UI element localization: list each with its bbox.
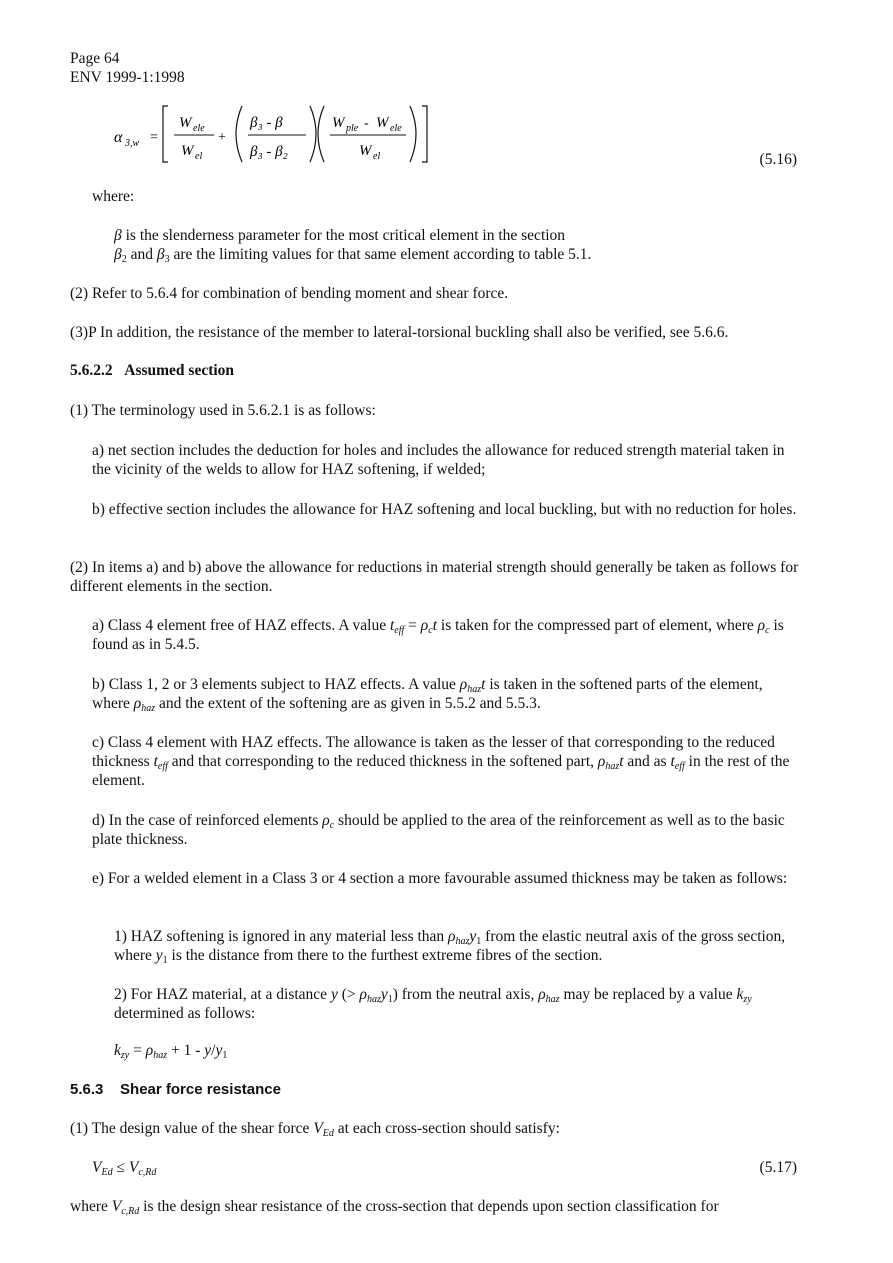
assumed-para-2e: e) For a welded element in a Class 3 or 4 section a more favourable assumed thickness may be taken as follows: <box>92 870 788 887</box>
le-sign: ≤ <box>112 1159 129 1176</box>
where-label: where: <box>92 188 135 205</box>
eq-lhs-sub: 3,w <box>125 138 140 149</box>
text: (1) The design value of the shear force <box>70 1120 314 1137</box>
beta23-definition-text: are the limiting values for that same element according to table 5.1. <box>169 246 592 263</box>
haz-sub: haz <box>153 1050 168 1061</box>
frac3-num-a: W <box>332 115 345 131</box>
zy-sub: zy <box>743 994 752 1005</box>
assumed-para-2d <box>92 811 802 849</box>
frac2-right-paren <box>310 106 316 162</box>
y-symbol: y <box>215 1042 223 1059</box>
last-line <box>70 1198 719 1216</box>
t-symbol: t <box>432 617 438 634</box>
crd-sub: c,Rd <box>138 1167 157 1178</box>
text: ) from the neutral axis, <box>392 986 539 1003</box>
assumed-para-2c <box>92 733 802 790</box>
ed-sub: Ed <box>101 1167 113 1178</box>
haz-sub: haz <box>545 994 560 1005</box>
text: + 1 - <box>167 1042 205 1059</box>
shear-para-1 <box>70 1120 560 1138</box>
frac1-den: W <box>181 143 194 159</box>
frac3-left-paren <box>318 106 324 162</box>
v-symbol: V <box>111 1198 122 1215</box>
beta-and: and <box>126 246 157 263</box>
t-symbol: t <box>153 753 158 770</box>
assumed-para-1a: a) net section includes the deduction for holes and includes the allowance for reduced strength material taken in the vicinity of the welds to allow for HAZ softening, if welded; <box>92 442 785 478</box>
text: d) In the case of reinforced elements <box>92 812 323 829</box>
page-number: Page 64 <box>70 50 120 67</box>
frac2-left-paren <box>236 106 242 162</box>
section-number: 5.6.3 <box>70 1081 104 1098</box>
text: is the design shear resistance of the cross-section that depends upon section classification for <box>139 1198 719 1215</box>
c-sub: c <box>765 625 770 636</box>
text: is found as in 5.4.5. <box>92 617 784 653</box>
eq-plus: + <box>218 130 226 145</box>
assumed-para-1: (1) The terminology used in 5.6.2.1 is as follows: <box>70 402 376 419</box>
v-symbol: V <box>92 1159 102 1176</box>
text: may be replaced by a value <box>559 986 737 1003</box>
one-sub: 1 <box>476 936 482 947</box>
paragraph-3p: (3)P In addition, the resistance of the member to lateral-torsional buckling shall also be verified, see 5.6.6. <box>70 324 729 341</box>
text: and as <box>623 753 671 770</box>
frac3-right-paren <box>410 106 416 162</box>
rho-symbol: ρ <box>459 676 468 693</box>
text: in the rest of the element. <box>92 753 790 789</box>
text: (> <box>337 986 360 1003</box>
beta-symbol: β <box>114 227 122 244</box>
frac1-num: W <box>179 115 192 131</box>
haz-sub: haz <box>455 936 470 947</box>
frac3-num-a-sub: ple <box>346 123 359 134</box>
frac1-num-sub: ele <box>193 123 205 134</box>
text: at each cross-section should satisfy: <box>333 1120 560 1137</box>
assumed-para-2a <box>92 616 802 654</box>
section-number: 5.6.2.2 <box>70 362 113 379</box>
one-sub: 1 <box>162 955 168 966</box>
kzy-equation <box>114 1042 227 1060</box>
c-sub: c <box>428 625 433 636</box>
eff-sub: eff <box>394 625 405 636</box>
v-symbol: V <box>128 1159 139 1176</box>
section-heading-5-6-3 <box>70 1081 281 1098</box>
eff-sub: eff <box>157 761 168 772</box>
assumed-para-2b <box>92 675 802 713</box>
assumed-para-2: (2) In items a) and b) above the allowance for reductions in material strength should generally be taken as follows for different elements in the section. <box>70 559 799 595</box>
text: 2) For HAZ material, at a distance <box>114 986 331 1003</box>
rho-symbol: ρ <box>420 617 429 634</box>
rho-symbol: ρ <box>145 1042 154 1059</box>
beta-definition <box>114 227 565 245</box>
equals: = <box>129 1042 146 1059</box>
rho-symbol: ρ <box>538 986 546 1003</box>
eq-equals: = <box>150 130 158 145</box>
section-heading-5-6-2-2 <box>70 362 234 380</box>
equals: = <box>404 617 421 634</box>
y-symbol: y <box>155 947 163 964</box>
equation-number-5-16: (5.16) <box>759 151 797 168</box>
frac3-den: W <box>359 143 372 159</box>
text: and that corresponding to the reduced thickness in the softened part, <box>167 753 598 770</box>
paragraph-2: (2) Refer to 5.6.4 for combination of bending moment and shear force. <box>70 285 509 302</box>
frac3-num-b-sub: ele <box>390 123 402 134</box>
frac3-minus: - <box>364 116 369 131</box>
frac2-den: β₃ - β₂ <box>250 144 288 160</box>
text: and the extent of the softening are as given in 5.5.2 and 5.5.3. <box>155 695 541 712</box>
frac3-den-sub: el <box>373 151 381 162</box>
ed-sub: Ed <box>322 1128 334 1139</box>
assumed-para-2e2 <box>114 985 804 1023</box>
section-title: Assumed section <box>124 362 235 379</box>
one-sub: 1 <box>387 994 393 1005</box>
text: c) Class 4 element with HAZ effects. The allowance is taken as the lesser of that corresponding to the reduced thickness <box>92 734 775 770</box>
standard-reference: ENV 1999-1:1998 <box>70 69 185 86</box>
assumed-para-1b: b) effective section includes the allowance for HAZ softening and local buckling, but with no reduction for holes. <box>92 501 797 518</box>
text: is taken in the softened parts of the element, where <box>92 676 763 712</box>
text: where <box>70 1198 112 1215</box>
zy-sub: zy <box>120 1050 130 1061</box>
assumed-para-2e1 <box>114 927 804 965</box>
text: is taken for the compressed part of element, where <box>437 617 758 634</box>
beta23-definition <box>114 246 591 264</box>
text: from the elastic neutral axis of the gross section, where <box>114 928 786 964</box>
slash: / <box>211 1042 216 1059</box>
equation-5-17 <box>92 1159 156 1177</box>
c-sub: c <box>329 820 335 831</box>
equation-5-16 <box>100 100 440 170</box>
section-title: Shear force resistance <box>120 1081 281 1098</box>
haz-sub: haz <box>366 994 381 1005</box>
beta2-sub: 2 <box>121 254 127 265</box>
crd-sub: c,Rd <box>121 1206 140 1217</box>
outer-left-bracket <box>163 106 168 162</box>
haz-sub: haz <box>605 761 620 772</box>
equation-number-5-17: (5.17) <box>759 1159 797 1176</box>
y-symbol: y <box>469 928 477 945</box>
frac3-num-b: W <box>376 115 389 131</box>
eff-sub: eff <box>674 761 685 772</box>
beta3-symbol: β <box>156 246 165 263</box>
beta-definition-text: is the slenderness parameter for the most critical element in the section <box>121 227 566 244</box>
text: b) Class 1, 2 or 3 elements subject to HAZ effects. A value <box>92 676 460 693</box>
t-symbol: t <box>389 617 395 634</box>
text: a) Class 4 element free of HAZ effects. A value <box>92 617 390 634</box>
beta2-symbol: β <box>114 246 122 263</box>
text: 1) HAZ softening is ignored in any material less than <box>114 928 449 945</box>
haz-sub: haz <box>141 703 156 714</box>
frac1-den-sub: el <box>195 151 203 162</box>
rho-symbol: ρ <box>448 928 456 945</box>
y-symbol: y <box>380 986 388 1003</box>
one-sub: 1 <box>222 1050 228 1061</box>
rho-symbol: ρ <box>597 753 606 770</box>
t-symbol: t <box>619 753 624 770</box>
rho-symbol: ρ <box>133 695 142 712</box>
rho-symbol: ρ <box>322 812 330 829</box>
rho-symbol: ρ <box>359 986 367 1003</box>
y-symbol: y <box>330 986 338 1003</box>
text: is the distance from there to the furthest extreme fibres of the section. <box>167 947 603 964</box>
frac2-num: β₃ - β <box>250 115 283 131</box>
text: determined as follows: <box>114 1005 256 1022</box>
text: should be applied to the area of the reinforcement as well as to the basic plate thickness. <box>92 812 785 848</box>
eq-lhs-alpha: α <box>114 129 123 146</box>
haz-sub: haz <box>467 684 482 695</box>
t-symbol: t <box>481 676 486 693</box>
y-symbol: y <box>204 1042 212 1059</box>
k-symbol: k <box>114 1042 121 1059</box>
beta3-sub: 3 <box>164 254 170 265</box>
v-symbol: V <box>313 1120 323 1137</box>
outer-right-bracket <box>422 106 427 162</box>
k-symbol: k <box>736 986 744 1003</box>
t-symbol: t <box>670 753 675 770</box>
rho-symbol: ρ <box>757 617 766 634</box>
